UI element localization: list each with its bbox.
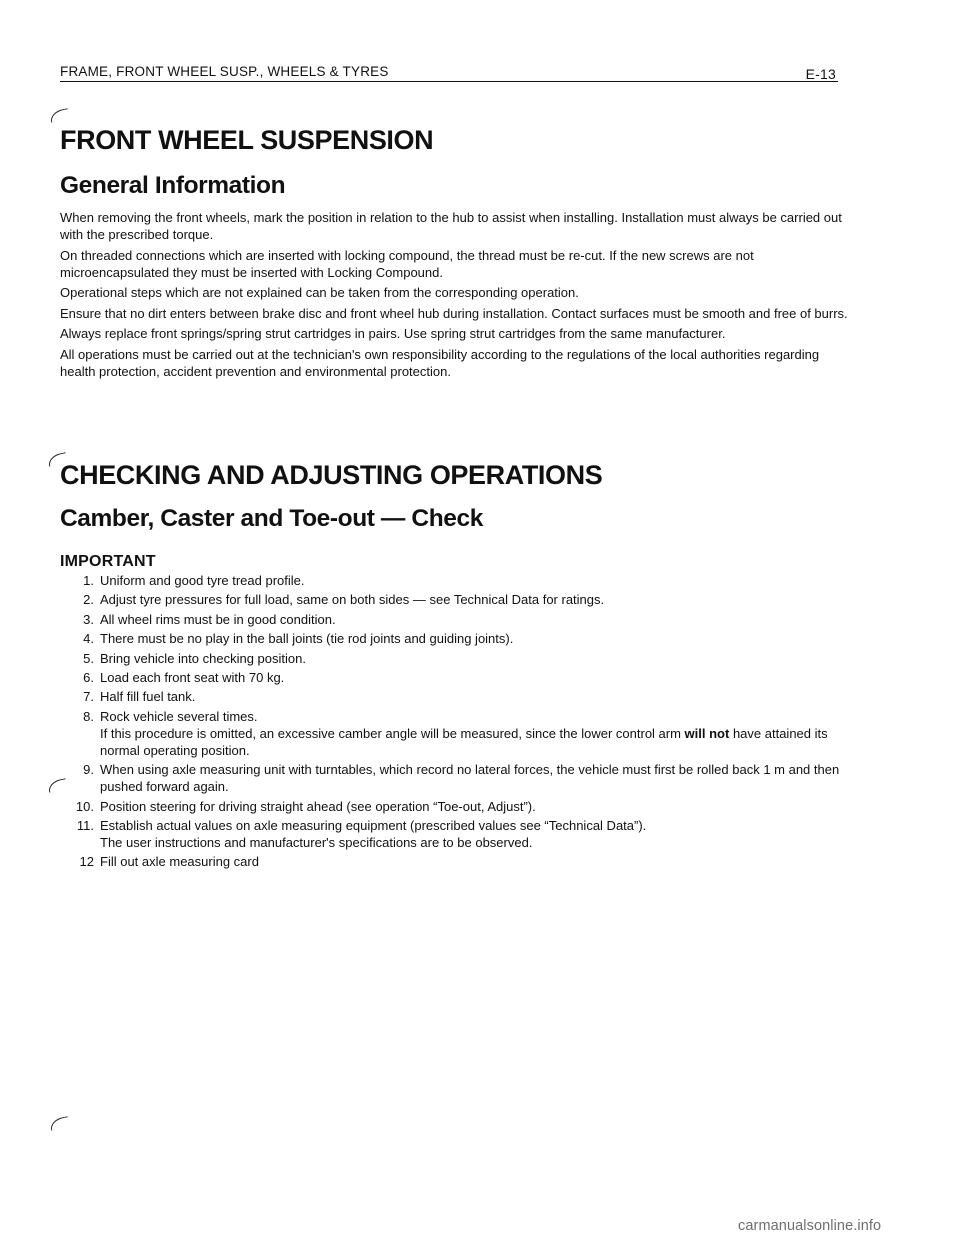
subsection-title-general-information: General Information <box>60 172 286 199</box>
step-text: Half fill fuel tank. <box>100 689 196 705</box>
important-label: IMPORTANT <box>60 553 156 570</box>
step-number: 11. <box>76 817 94 833</box>
step-text: Bring vehicle into checking position. <box>100 650 306 666</box>
watermark[interactable]: carmanualsonline.info <box>738 1218 882 1234</box>
list-item <box>60 708 850 759</box>
step-number: 2. <box>83 592 94 608</box>
list-item <box>60 669 850 686</box>
step-text: Fill out axle measuring card <box>100 854 259 870</box>
checking-steps-list <box>60 572 850 873</box>
step-text: Load each front seat with 70 kg. <box>100 669 285 685</box>
paragraph: Ensure that no dirt enters between brake disc and front wheel hub during installation. Contact surfaces must be smooth and free of burrs. <box>60 305 848 321</box>
step-note-text: have attained its normal operating position. <box>100 725 828 758</box>
section-title-front-wheel-suspension: FRONT WHEEL SUSPENSION <box>60 125 434 155</box>
list-item <box>60 817 850 851</box>
paragraph: On threaded connections which are inserted with locking compound, the thread must be re-cut. If the new screws are not microencapsulated they must be inserted with Locking Compound. <box>60 247 754 280</box>
list-item <box>60 798 850 815</box>
section-title-checking-adjusting: CHECKING AND ADJUSTING OPERATIONS <box>60 460 603 490</box>
step-text: Rock vehicle several times. <box>100 708 258 724</box>
page-number: E-13 <box>805 66 836 82</box>
list-item <box>60 650 850 667</box>
header-section-title: FRAME, FRONT WHEEL SUSP., WHEELS & TYRES <box>60 64 389 79</box>
list-item <box>60 572 850 589</box>
step-number: 8. <box>83 708 94 724</box>
step-note-text: If this procedure is omitted, an excessive camber angle will be measured, since the lower control arm <box>100 725 685 741</box>
margin-tick-mark <box>49 108 70 123</box>
general-information-body <box>60 209 850 383</box>
subsection-title-camber-caster-toe-out: Camber, Caster and Toe-out — Check <box>60 505 483 532</box>
step-text: Establish actual values on axle measuring equipment (prescribed values see “Technical Data”). <box>100 817 647 833</box>
step-text: Uniform and good tyre tread profile. <box>100 573 305 588</box>
list-item <box>60 853 850 870</box>
list-item <box>60 688 850 705</box>
step-number: 9. <box>83 762 94 778</box>
step-number: 5. <box>83 650 94 666</box>
paragraph: Operational steps which are not explained can be taken from the corresponding operation. <box>60 285 579 300</box>
list-item <box>60 611 850 628</box>
step-note <box>100 725 850 759</box>
step-number: 10. <box>75 798 94 814</box>
step-number: 7. <box>83 689 94 705</box>
step-text: When using axle measuring unit with turntables, which record no lateral forces, the vehicle must first be rolled back 1 m and then pushed forward again. <box>100 762 840 795</box>
margin-tick-mark <box>49 1116 70 1131</box>
list-item <box>60 630 850 647</box>
list-item <box>60 761 850 795</box>
step-number: 4. <box>83 631 94 647</box>
paragraph: When removing the front wheels, mark the position in relation to the hub to assist when installing. Installation must always be carried out with the prescribed torque. <box>60 210 842 242</box>
paragraph: All operations must be carried out at the technician's own responsibility according to the regulations of the local authorities regarding health protection, accident prevention and environmental protection. <box>60 346 820 379</box>
step-text: Position steering for driving straight ahead (see operation “Toe-out, Adjust”). <box>100 798 536 814</box>
step-text: All wheel rims must be in good condition. <box>100 611 336 627</box>
step-text: There must be no play in the ball joints (tie rod joints and guiding joints). <box>100 631 514 647</box>
step-note: The user instructions and manufacturer's specifications are to be observed. <box>100 834 533 850</box>
step-number: 12 <box>79 854 94 870</box>
step-number: 1. <box>83 573 94 588</box>
step-number: 3. <box>83 611 94 627</box>
step-note-emphasis: will not <box>684 725 730 741</box>
list-item <box>60 591 850 608</box>
paragraph: Always replace front springs/spring strut cartridges in pairs. Use spring strut cartridges from the same manufacturer. <box>60 326 726 341</box>
step-number: 6. <box>83 669 94 685</box>
step-text: Adjust tyre pressures for full load, same on both sides — see Technical Data for ratings. <box>100 592 605 608</box>
running-header <box>60 64 838 82</box>
